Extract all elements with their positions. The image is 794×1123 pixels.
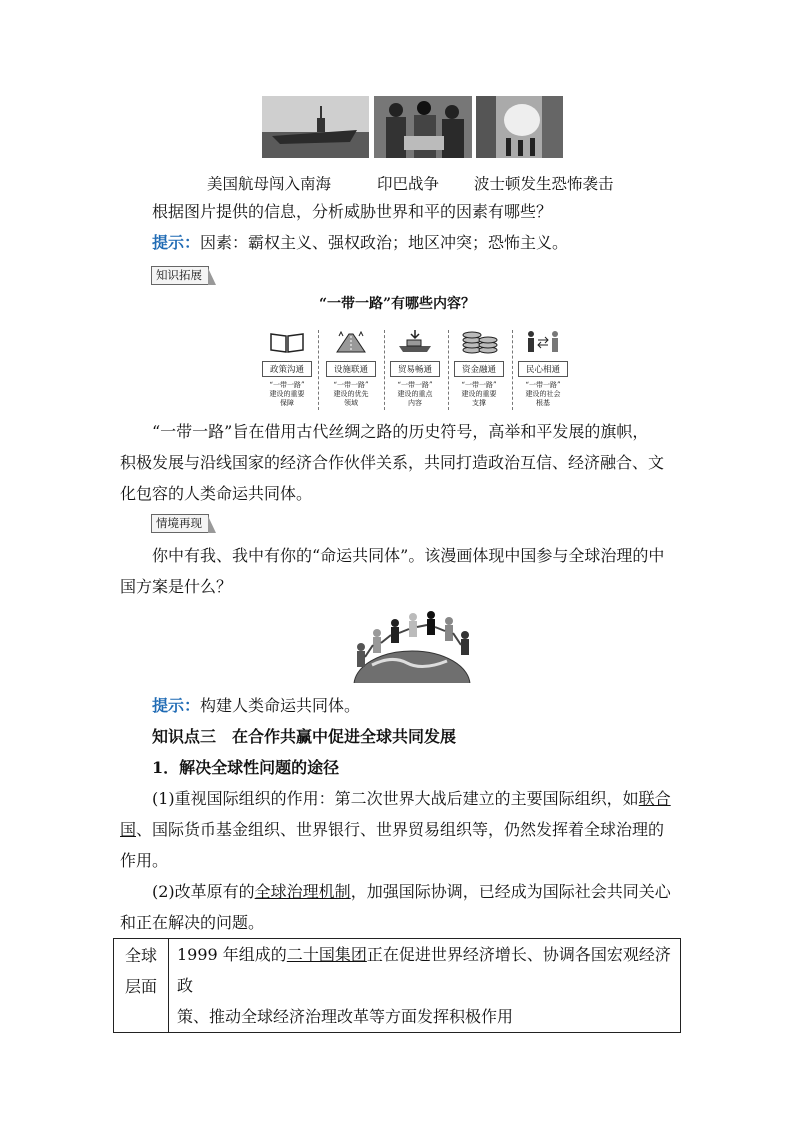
para-2-line-2: 和正在解决的问题。 xyxy=(120,913,265,932)
underlined-text: 国 xyxy=(120,820,137,839)
para-text: (2)改革原有的 xyxy=(152,882,255,901)
knowledge-point-3-heading: 知识点三 在合作共赢中促进全球共同发展 xyxy=(152,727,457,746)
question-2-line-2: 国方案是什么？ xyxy=(120,577,233,596)
caption-india-pakistan-war: 印巴战争 xyxy=(377,175,440,193)
panel-sub: “一带一路” 建设的优先 领域 xyxy=(333,381,369,407)
table-header-cell xyxy=(114,939,169,1033)
para-text: 、国际货币基金组织、世界银行、世界贸易组织等，仍然发挥着全球治理的 xyxy=(136,820,665,839)
content-text: 正在促进世界经济增长、协调各国宏观经济政 xyxy=(177,945,671,995)
table-content-cell xyxy=(169,939,681,1033)
content-text: 1999 年组成的 xyxy=(177,945,287,964)
ship-icon xyxy=(395,330,435,354)
divider xyxy=(448,330,449,410)
belt-road-para-1: “一带一路”旨在借用古代丝绸之路的历史符号，高举和平发展的旗帜， xyxy=(152,422,649,441)
content-line-2: 策、推动全球经济治理改革等方面发挥积极作用 xyxy=(177,1007,514,1026)
underlined-text: 联合 xyxy=(638,789,671,808)
tag-scene-reproduction: 情境再现 xyxy=(151,514,209,533)
panel-trade xyxy=(386,330,444,410)
panel-label: 设施联通 xyxy=(326,361,376,377)
photo-aircraft-carrier xyxy=(262,96,369,158)
panel-label: 民心相通 xyxy=(518,361,568,377)
panel-facility xyxy=(322,330,380,410)
header-line-1: 全球 xyxy=(124,946,157,965)
hint-text: 因素：霸权主义、强权政治；地区冲突；恐怖主义。 xyxy=(200,233,569,252)
book-icon xyxy=(267,330,307,354)
subheading-1: 1．解决全球性问题的途径 xyxy=(152,758,340,777)
para-1-line-1 xyxy=(120,783,712,814)
hint-label: 提示： xyxy=(152,233,201,252)
panel-label: 政策沟通 xyxy=(262,361,312,377)
governance-table xyxy=(113,938,681,1033)
cartoon-community-globe xyxy=(347,603,477,683)
question-2-line-1: 你中有我、我中有你的“命运共同体”。该漫画体现中国参与全球治理的中 xyxy=(152,546,665,565)
panel-policy xyxy=(258,330,316,410)
tag-knowledge-extension: 知识拓展 xyxy=(151,266,209,285)
header-line-2: 层面 xyxy=(124,977,157,996)
caption-boston-attack: 波士顿发生恐怖袭击 xyxy=(474,175,614,193)
hint-2 xyxy=(120,690,712,721)
panel-sub: “一带一路” 建设的重点 内容 xyxy=(397,381,433,407)
para-text: (1)重视国际组织的作用：第二次世界大战后建立的主要国际组织，如 xyxy=(152,789,639,808)
content-line-1 xyxy=(177,939,672,1001)
panel-sub: “一带一路” 建设的重要 保障 xyxy=(269,381,305,407)
divider xyxy=(512,330,513,410)
table-row xyxy=(114,939,681,1033)
photo-india-pakistan-war xyxy=(374,96,472,158)
caption-aircraft-carrier: 美国航母闯入南海 xyxy=(207,175,332,193)
panel-people xyxy=(514,330,572,410)
panel-label: 资金融通 xyxy=(454,361,504,377)
question-1: 根据图片提供的信息，分析威胁世界和平的因素有哪些？ xyxy=(152,202,553,221)
divider xyxy=(318,330,319,410)
belt-road-para-2: 积极发展与沿线国家的经济合作伙伴关系，共同打造政治互信、经济融合、文 xyxy=(120,453,665,472)
people-icon xyxy=(523,330,563,354)
panel-finance xyxy=(450,330,508,410)
underlined-text: 二十国集团 xyxy=(286,945,367,964)
road-icon xyxy=(331,330,371,354)
divider xyxy=(384,330,385,410)
panel-sub: “一带一路” 建设的重要 支撑 xyxy=(461,381,497,407)
panel-label: 贸易畅通 xyxy=(390,361,440,377)
hint-label: 提示： xyxy=(152,696,201,715)
belt-road-title: “一带一路”有哪些内容？ xyxy=(318,296,476,312)
para-1-line-3: 作用。 xyxy=(120,851,169,870)
belt-road-para-3: 化包容的人类命运共同体。 xyxy=(120,484,313,503)
hint-text: 构建人类命运共同体。 xyxy=(200,696,361,715)
para-text: ，加强国际协调，已经成为国际社会共同关心 xyxy=(350,882,671,901)
photo-boston-attack xyxy=(476,96,563,158)
para-1-line-2 xyxy=(120,814,680,845)
coins-icon xyxy=(459,330,499,354)
para-2-line-1 xyxy=(120,876,712,907)
hint-1 xyxy=(120,227,712,258)
underlined-text: 全球治理机制 xyxy=(254,882,351,901)
panel-sub: “一带一路” 建设的社会 根基 xyxy=(525,381,561,407)
